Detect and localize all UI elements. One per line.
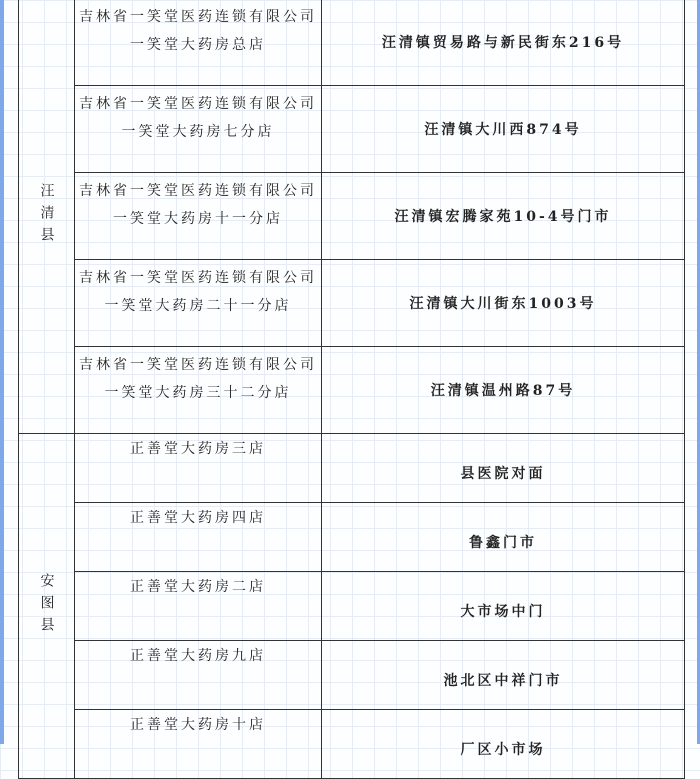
pharmacy-name: 吉林省一笑堂医药连锁有限公司一笑堂大药房三十二分店 [75,347,322,434]
pharmacy-address: 鲁鑫门市 [322,503,685,572]
county-label: 安图县 [38,573,55,639]
pharmacy-address: 汪清镇宏腾家苑10-4号门市 [322,173,685,260]
county-cell [19,0,75,434]
pharmacy-name: 正善堂大药房二店 [75,572,322,641]
pharmacy-name: 正善堂大药房四店 [75,503,322,572]
table-row [19,434,685,503]
county-cell [19,434,75,779]
pharmacy-address: 池北区中祥门市 [322,641,685,710]
pharmacy-name: 正善堂大药房十店 [75,710,322,779]
table-row [19,347,685,434]
pharmacy-name: 吉林省一笑堂医药连锁有限公司一笑堂大药房二十一分店 [75,260,322,347]
pharmacy-name: 正善堂大药房三店 [75,434,322,503]
pharmacy-name: 正善堂大药房九店 [75,641,322,710]
table-row [19,503,685,572]
pharmacy-name: 吉林省一笑堂医药连锁有限公司一笑堂大药房七分店 [75,86,322,173]
pharmacy-address: 汪清镇大川街东1003号 [322,260,685,347]
table-row [19,173,685,260]
county-label: 汪清县 [38,183,55,249]
pharmacy-address: 汪清镇大川西874号 [322,86,685,173]
pharmacy-address: 大市场中门 [322,572,685,641]
pharmacy-name: 吉林省一笑堂医药连锁有限公司一笑堂大药房十一分店 [75,173,322,260]
table-row [19,0,685,86]
pharmacy-address: 汪清镇温州路87号 [322,347,685,434]
pharmacy-name: 吉林省一笑堂医药连锁有限公司一笑堂大药房总店 [75,0,322,86]
table-row [19,86,685,173]
pharmacy-address: 县医院对面 [322,434,685,503]
table-row [19,260,685,347]
pharmacy-address: 厂区小市场 [322,710,685,779]
pharmacy-table [18,0,685,779]
pharmacy-address: 汪清镇贸易路与新民街东216号 [322,0,685,86]
table-row [19,572,685,641]
table-row [19,710,685,779]
left-border [0,0,4,744]
table-row [19,641,685,710]
